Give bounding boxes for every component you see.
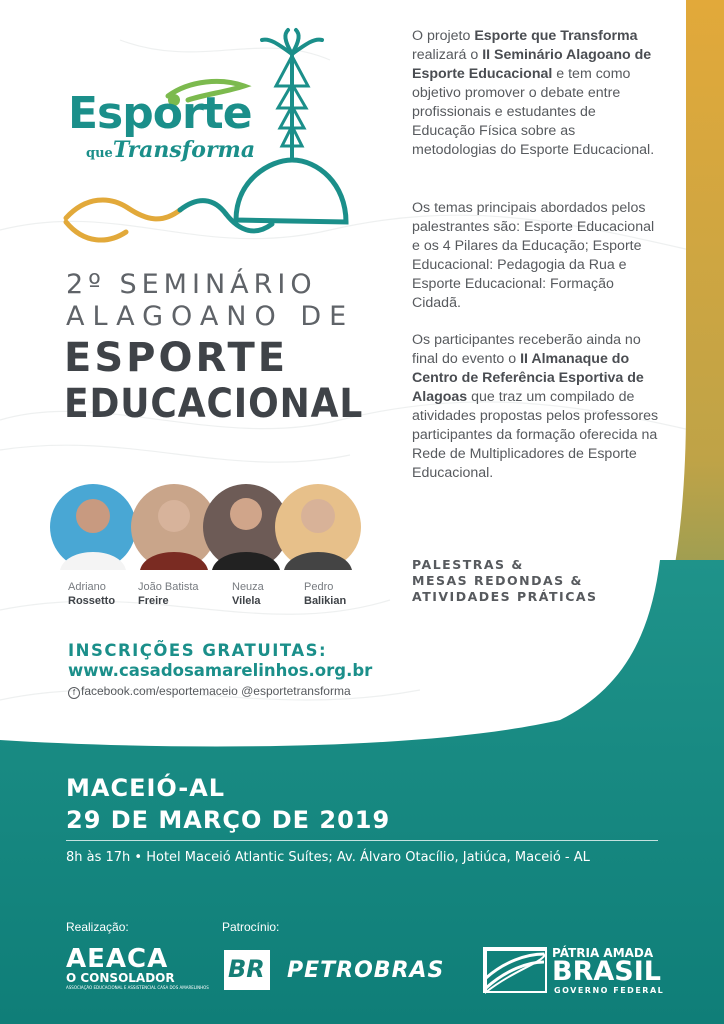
logo-wordmark: Esporte bbox=[68, 88, 252, 139]
description-paragraph-3: Os participantes receberão ainda no final do evento o II Almanaque do Centro de Referência Esportiva de Alagoas que traz um compilado de atividades propostas pelos professores participantes da formação oferecida na Rede de Multiplicadores de Esporte Educacional. bbox=[412, 332, 659, 481]
title-line1: 2º SEMINÁRIO bbox=[66, 269, 317, 300]
divider bbox=[66, 840, 658, 841]
patrocinio-label: Patrocínio: bbox=[222, 920, 280, 934]
petrobras-logo: PETROBRAS bbox=[287, 958, 445, 983]
speaker-1: Adriano Rossetto bbox=[68, 581, 116, 607]
facebook-icon: f bbox=[68, 687, 80, 699]
realizacao-label: Realização: bbox=[66, 920, 129, 934]
description-paragraph-2: Os temas principais abordados pelos palestrantes são: Esporte Educacional e os 4 Pilares da Educação; Esporte Educacional: Pedagogia da Rua e Esporte Educacional: Formação Cidadã. bbox=[412, 200, 655, 311]
brasil-line3: GOVERNO FEDERAL bbox=[554, 986, 665, 995]
speaker-4: Pedro Balikian bbox=[304, 581, 347, 607]
speaker-photos bbox=[50, 484, 361, 570]
registration-heading: INSCRIÇÕES GRATUITAS: bbox=[68, 641, 328, 660]
logo-subtitle bbox=[86, 138, 255, 166]
social-links[interactable]: f facebook.com/esportemaceio @esportetransforma bbox=[68, 684, 351, 699]
description-paragraph-1: O projeto Esporte que Transforma realizará o II Seminário Alagoano de Esporte Educacional e tem como objetivo promover o debate entre profissionais e estudantes de Educação Física sobre as metodologias do Esporte Educacional. bbox=[412, 28, 655, 158]
aeaca-logo: AEACA O CONSOLADOR ASSOCIAÇÃO EDUCACIONAL E ASSISTENCIAL CASA DOS AMARELINHOS bbox=[66, 944, 209, 990]
title-line2: ALAGOANO DE bbox=[66, 301, 355, 332]
br-logo-text: BR bbox=[228, 955, 265, 983]
speaker-2: João Batista Freire bbox=[138, 581, 199, 607]
logo-transforma: Transforma bbox=[112, 137, 256, 163]
brasil-line2: BRASIL bbox=[552, 956, 661, 987]
title-line3: ESPORTE bbox=[64, 335, 289, 381]
logo-que: que bbox=[86, 146, 113, 161]
event-venue: 8h às 17h • Hotel Maceió Atlantic Suítes; Av. Álvaro Otacílio, Jatiúca, Maceió - AL bbox=[66, 850, 590, 865]
brasil-line1: PÁTRIA AMADA bbox=[552, 946, 654, 960]
speaker-3: Neuza Vilela bbox=[232, 581, 264, 607]
title-line4: EDUCACIONAL bbox=[64, 381, 364, 427]
event-date: 29 DE MARÇO DE 2019 bbox=[66, 806, 391, 834]
registration-url[interactable]: www.casadosamarelinhos.org.br bbox=[68, 661, 373, 680]
topics-list: PALESTRAS & MESAS REDONDAS & ATIVIDADES PRÁTICAS bbox=[412, 557, 598, 604]
event-city: MACEIÓ-AL bbox=[66, 774, 226, 802]
